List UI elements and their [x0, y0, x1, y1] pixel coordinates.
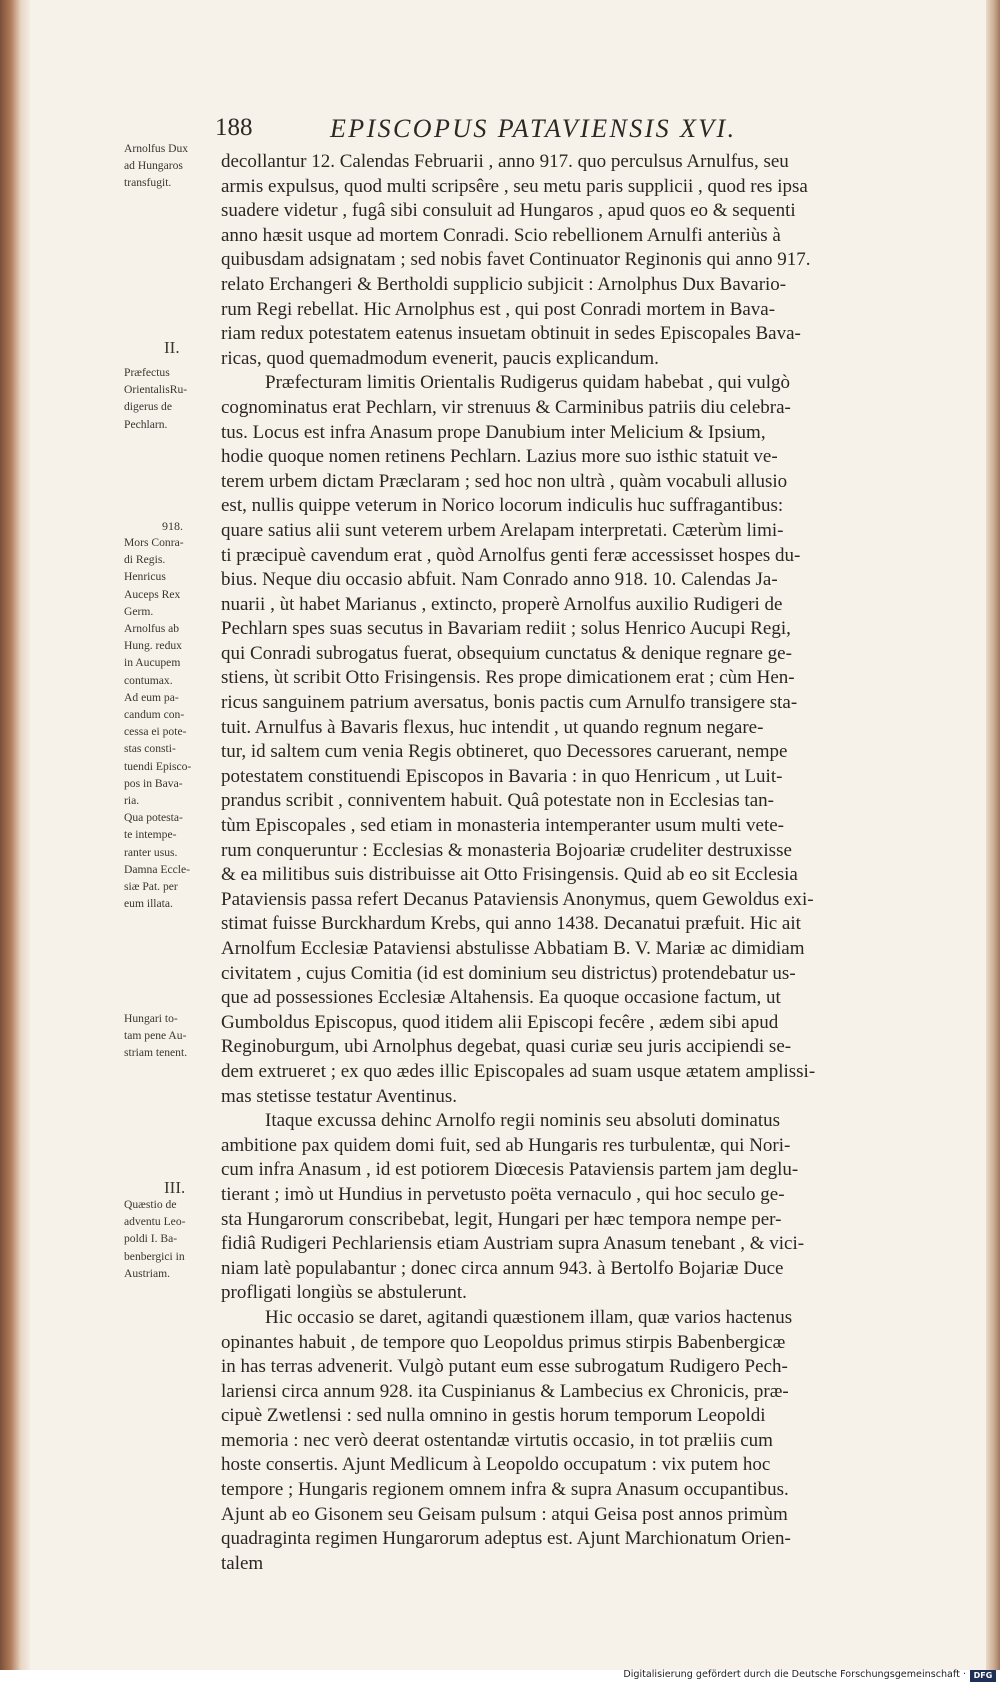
- text-line: tur, id saltem cum venia Regis obtineret, quo Decessores caruerant, nempe: [221, 741, 788, 763]
- text-line: armis expulsus, quod multi scripsêre , seu metu paris supplicii , quod res ipsa: [221, 175, 808, 197]
- margin-note: Mors Conra- di Regis. Henricus Auceps Rex Germ. Arnolfus ab Hung. redux in Aucupem contumax. Ad eum pa- candum con- cessa ei pote- stas consti- tuendi Episco- pos in Bava- ria. Qua potesta- te intempe- ranter usus. Damna Eccle- siæ Pat. per eum illata.: [124, 536, 192, 911]
- dfg-logo-icon: DFG: [970, 1670, 996, 1682]
- text-line: opinantes habuit , de tempore quo Leopoldus primus stirpis Babenbergicæ: [221, 1331, 786, 1353]
- book-spine-edge: [0, 0, 30, 1682]
- text-line: talem: [221, 1552, 264, 1574]
- text-line: ambitione pax quidem domi fuit, sed ab Hungaris res turbulentæ, qui Nori-: [221, 1134, 791, 1156]
- text-line: ti præcipuè cavendum erat , quòd Arnolfus genti feræ accessisset hospes du-: [221, 544, 801, 566]
- text-line: suadere videtur , fugâ sibi consuluit ad Hungaros , apud quos eo & sequenti: [221, 200, 796, 222]
- body-text: [221, 150, 881, 1576]
- text-line: quadraginta regimen Hungarorum adeptus est. Ajunt Marchionatum Orien-: [221, 1528, 791, 1550]
- text-line: Itaque excussa dehinc Arnolfo regii nominis seu absoluti dominatus: [265, 1110, 781, 1132]
- text-line: Gumboldus Episcopus, quod itidem alii Episcopi fecêre , ædem sibi apud: [221, 1011, 779, 1033]
- text-line: fidiâ Rudigeri Pechlariensis etiam Austriam supra Anasum tenebant , & vici-: [221, 1233, 805, 1255]
- text-line: Pechlarn spes suas secutus in Bavariam rediit ; solus Henrico Aucupi Regi,: [221, 618, 791, 640]
- text-line: prandus scribit , conniventem habuit. Quâ potestate non in Ecclesias tan-: [221, 790, 774, 812]
- text-line: stimat fuisse Burckhardum Krebs, qui anno 1438. Decanatui præfuit. Hic ait: [221, 913, 801, 935]
- margin-note: Arnolfus Dux ad Hungaros transfugit.: [124, 142, 189, 190]
- text-line: ricus sanguinem patrium aversatus, bonis pactis cum Arnulfo transigere sta-: [221, 692, 798, 714]
- text-line: cum infra Anasum , id est potiorem Diœcesis Pataviensis partem jam deglu-: [221, 1159, 799, 1181]
- text-line: cognominatus erat Pechlarn, vir strenuus & Carminibus patriis diu celebra-: [221, 396, 791, 418]
- text-line: est, nullis quippe veterum in Norico locorum indiculis huc suffragantibus:: [221, 495, 784, 517]
- text-line: riam redux potestatem eatenus insuetam obtinuit in sedes Episcopales Bava-: [221, 323, 801, 345]
- text-line: cipuè Zwetlensi : sed nulla omnino in gestis horum temporum Leopoldi: [221, 1405, 766, 1427]
- margin-note: Quæstio de adventu Leo- poldi I. Ba- benbergici in Austriam.: [124, 1198, 186, 1280]
- text-line: civitatem , cujus Comitia (id est dominium seu districtus) protendebatur us-: [221, 962, 796, 984]
- text-line: rum conqueruntur : Ecclesias & monasteria Bojoariæ crudeliter destruxisse: [221, 839, 792, 861]
- text-line: memoria : nec verò deerat ostentandæ virtutis occasio, in tot præliis cum: [221, 1429, 773, 1451]
- text-line: ricas, quod quemadmodum evenerit, paucis explicandum.: [221, 347, 659, 369]
- text-line: terem urbem dictam Præclaram ; sed hoc non ultrà , quàm vocabuli allusio: [221, 470, 788, 492]
- text-line: qui Conradi subrogatus fuerat, obsequium cunctatus & denique regnare ge-: [221, 642, 792, 664]
- margin-note: Præfectus OrientalisRu- digerus de Pechlarn.: [124, 366, 188, 431]
- text-line: & ea militibus suis distribuisse ait Otto Frisingensis. Quid ab eo sit Ecclesia: [221, 864, 798, 886]
- text-line: que ad possessiones Ecclesiæ Altahensis. Ea quoque occasione factum, ut: [221, 987, 781, 1009]
- text-line: niam latè populabantur ; donec circa annum 943. à Bertolfo Bojariæ Duce: [221, 1257, 784, 1279]
- section-number: III.: [164, 1178, 186, 1197]
- text-line: rum Regi rebellat. Hic Arnolphus est , qui post Conradi mortem in Bava-: [221, 298, 776, 320]
- text-line: decollantur 12. Calendas Februarii , anno 917. quo perculsus Arnulfus, seu: [221, 151, 789, 172]
- text-line: Reginoburgum, ubi Arnolphus degebat, quasi curiæ seu juris accipiendi se-: [221, 1036, 792, 1058]
- text-line: tus. Locus est infra Anasum prope Danubium inter Melicium & Ipsium,: [221, 421, 766, 443]
- section-number: II.: [164, 338, 180, 357]
- text-line: relato Erchangeri & Bertholdi supplicio subjicit : Arnolphus Dux Bavario-: [221, 273, 787, 295]
- footer-bar: [0, 1670, 1000, 1682]
- text-line: sta Hungarorum conscribebat, legit, Hungari per hæc tempora nempe per-: [221, 1208, 782, 1230]
- text-line: in has terras advenerit. Vulgò putant eum esse subrogatum Rudigero Pech-: [221, 1356, 788, 1378]
- text-line: quare satius alii sunt veterem urbem Arelapam interpretati. Cæterùm limi-: [221, 519, 784, 541]
- text-line: hodie quoque nomen retinens Pechlarn. Lazius more suo isthic statuit ve-: [221, 446, 778, 468]
- text-line: hoste consertis. Ajunt Medlicum à Leopoldo occupatum : vix putem hoc: [221, 1454, 771, 1476]
- text-line: Ajunt ab eo Gisonem seu Geisam pulsum : atqui Geisa post annos primùm: [221, 1503, 788, 1525]
- text-line: Pataviensis passa refert Decanus Pataviensis Anonymus, quem Gewoldus exi-: [221, 888, 814, 910]
- page-header: [200, 114, 840, 150]
- text-line: dem extrueret ; ex quo ædes illic Episcopales ad suam usque ætatem amplissi-: [221, 1060, 816, 1082]
- page-fore-edge: [986, 0, 1000, 1670]
- text-line: tùm Episcopales , sed etiam in monasteria intemperanter usum multi vete-: [221, 815, 784, 837]
- text-line: Præfecturam limitis Orientalis Rudigerus quidam habebat , qui vulgò: [265, 372, 791, 394]
- text-line: Hic occasio se daret, agitandi quæstionem illam, quæ varios hactenus: [265, 1306, 793, 1328]
- text-line: stiens, ùt scribit Otto Frisingensis. Res prope dimicationem erat ; cùm Hen-: [221, 667, 795, 689]
- text-line: potestatem constituendi Episcopos in Bavaria : in quo Henricum , ut Luit-: [221, 765, 783, 787]
- margin-note: Hungari to- tam pene Au- striam tenent.: [124, 1012, 188, 1060]
- text-line: bius. Neque diu occasio abfuit. Nam Conrado anno 918. 10. Calendas Ja-: [221, 569, 778, 591]
- text-line: quibusdam adsignatam ; sed nobis favet Continuator Reginonis qui anno 917.: [221, 249, 811, 271]
- page-number: 188: [215, 114, 253, 141]
- text-line: tierant ; imò ut Hundius in pervetusto poëta vernaculo , qui hoc seculo ge-: [221, 1183, 785, 1205]
- text-line: mas stetisse testatur Aventinus.: [221, 1085, 458, 1107]
- text-line: nuarii , ùt habet Marianus , extincto, properè Arnolfus auxilio Rudigeri de: [221, 593, 783, 615]
- running-title: EPISCOPUS PATAVIENSIS XVI.: [330, 114, 737, 143]
- footer-credit: Digitalisierung gefördert durch die Deutsche Forschungsgemeinschaft ·: [623, 1669, 966, 1680]
- text-line: Arnolfum Ecclesiæ Pataviensi abstulisse Abbatiam B. V. Mariæ ac dimidiam: [221, 938, 805, 959]
- text-line: tempore ; Hungaris regionem omnem infra & supra Anasum occupantibus.: [221, 1479, 789, 1501]
- text-line: profligati longiùs se abstulerunt.: [221, 1282, 467, 1304]
- text-line: tuit. Arnulfus à Bavaris flexus, huc intendit , ut quando regnum negare-: [221, 716, 764, 738]
- margin-year: 918.: [162, 519, 183, 533]
- text-line: anno hæsit usque ad mortem Conradi. Scio rebellionem Arnulfi anteriùs à: [221, 224, 781, 246]
- text-line: lariensi circa annum 928. ita Cuspinianus & Lambecius ex Chronicis, præ-: [221, 1380, 789, 1402]
